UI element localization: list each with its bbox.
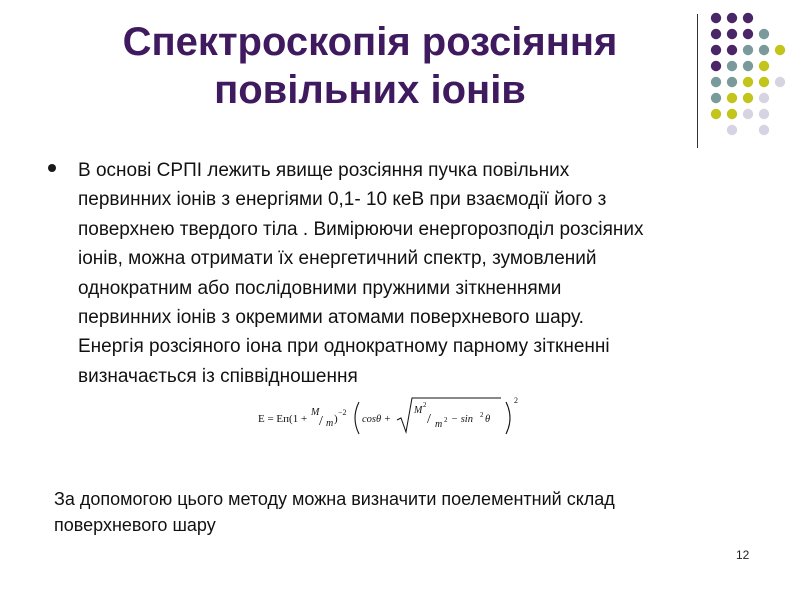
dot-teal: [711, 93, 721, 103]
paragraph-line: однократним або послідовними пружними зіткненнями: [78, 277, 562, 299]
dot-purple: [743, 13, 753, 23]
formula-slash-2: /: [427, 412, 431, 427]
paragraph-line: В основі СРПІ лежить явище розсіяння пучка повільних: [78, 160, 570, 181]
formula-big-paren-right: [506, 402, 510, 434]
dot-yellow: [711, 109, 721, 119]
paragraph-line: Енергія розсіяного іона при однократному парному зіткненні: [78, 336, 610, 358]
formula-big-paren-left: [355, 402, 359, 434]
dot-lavender: [743, 109, 753, 119]
dot-yellow: [743, 77, 753, 87]
paragraph-line: поверхнею твердого тіла . Вимірюючи енергорозподіл розсіяних: [78, 218, 644, 240]
dot-purple: [711, 29, 721, 39]
dot-teal: [727, 77, 737, 87]
dot-teal: [759, 29, 769, 39]
dot-yellow: [775, 45, 785, 55]
dot-purple: [727, 29, 737, 39]
conclusion-line: За допомогою цього методу можна визначити поелементний склад: [54, 489, 615, 509]
dot-teal: [743, 61, 753, 71]
dot-teal: [711, 77, 721, 87]
slide-title-line-1: Спектроскопія розсіяння: [122, 20, 618, 64]
slide-title: [60, 18, 680, 114]
dot-purple: [727, 13, 737, 23]
dot-yellow: [743, 93, 753, 103]
formula-M2-exp: 2: [423, 401, 427, 409]
dot-lavender: [759, 125, 769, 135]
formula-sin-exp: 2: [480, 411, 484, 419]
decorative-dot-grid: [700, 12, 795, 137]
formula-sin: − sin: [451, 414, 473, 425]
dot-lavender: [759, 93, 769, 103]
formula-m-lower: m: [326, 418, 334, 429]
dot-teal: [743, 45, 753, 55]
bullet-point: [48, 164, 56, 172]
dot-lavender: [759, 109, 769, 119]
dot-teal: [759, 45, 769, 55]
conclusion-line: поверхневого шару: [54, 515, 216, 535]
formula-exp-2: 2: [514, 396, 518, 405]
dot-purple: [711, 61, 721, 71]
formula-M2: M: [414, 405, 423, 416]
page-number: 12: [736, 548, 750, 562]
dot-purple: [743, 29, 753, 39]
formula-lhs: E = Eп(1 +: [258, 413, 308, 425]
paragraph-line: визначається із співвідношення: [78, 365, 358, 387]
dot-purple: [727, 45, 737, 55]
title-divider-line: [697, 14, 698, 148]
formula-m2-exp: 2: [444, 416, 448, 424]
paragraph-line: первинних іонів з енергіями 0,1- 10 кеВ при взаємодії його з: [78, 189, 607, 211]
energy-formula: [255, 392, 535, 440]
dot-yellow: [727, 109, 737, 119]
formula-m2: m: [435, 419, 443, 430]
conclusion-text: [54, 486, 714, 538]
dot-lavender: [727, 125, 737, 135]
dot-purple: [711, 13, 721, 23]
formula-cos: cosθ +: [362, 414, 391, 425]
dot-lavender: [775, 77, 785, 87]
dot-yellow: [727, 93, 737, 103]
paragraph-line: первинних іонів з окремими атомами поверхневого шару.: [78, 307, 584, 329]
formula-theta: θ: [485, 414, 491, 425]
dot-yellow: [759, 61, 769, 71]
dot-teal: [727, 61, 737, 71]
formula-slash-1: /: [319, 414, 323, 429]
slide-title-line-2: повільних іонів: [214, 68, 526, 112]
dot-purple: [711, 45, 721, 55]
bullet-paragraph: [78, 156, 728, 391]
formula-M-upper: M: [311, 407, 320, 418]
formula-close-paren: ): [334, 413, 338, 425]
dot-yellow: [759, 77, 769, 87]
formula-exp-1: −2: [338, 408, 347, 417]
paragraph-line: іонів, можна отримати їх енергетичний спектр, зумовлений: [78, 248, 597, 270]
